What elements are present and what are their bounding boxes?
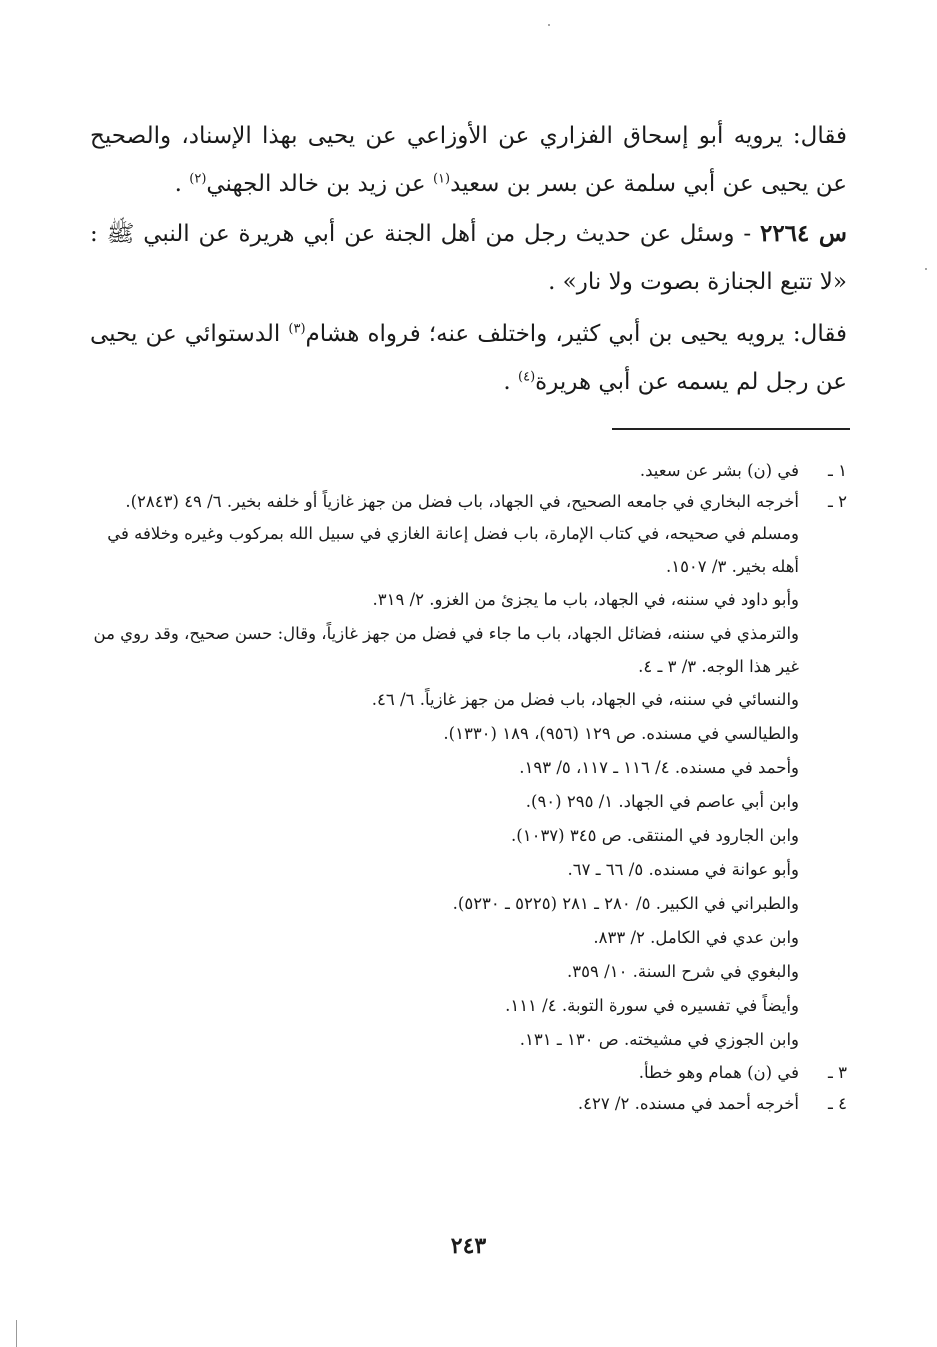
footnote-source: والنسائي في سننه، في الجهاد، باب فضل من جهز غازياً. ٦/ ٤٦. bbox=[371, 690, 799, 709]
footnote-source: والترمذي في سننه، فضائل الجهاد، باب ما جاء في فضل من جهز غازياً، وقال: حسن صحيح، وقد روي من غير هذا الوجه. ٣/ ٣ ـ ٤. bbox=[93, 624, 799, 676]
footnote-source: والطيالسي في مسنده. ص ١٢٩ (٩٥٦)، ١٨٩ (١٣٣٠). bbox=[443, 724, 799, 743]
footnote-source: وابن الجارود في المنتقى. ص ٣٤٥ (١٠٣٧). bbox=[511, 826, 799, 845]
paragraph-text: عن زيد بن خالد الجهني bbox=[206, 171, 433, 197]
paragraph-text: فقال: يرويه أبو إسحاق الفزاري عن الأوزاعي عن يحيى بهذا الإسناد، والصحيح عن يحيى عن أبي سلمة عن بسر بن سعيد bbox=[90, 123, 847, 197]
paragraph-text: فقال: يرويه يحيى بن أبي كثير، واختلف عنه؛ فرواه هشام bbox=[305, 321, 847, 347]
footnote-ref-1: (١) bbox=[432, 171, 451, 187]
footnote-text: في (ن) بشر عن سعيد. bbox=[639, 461, 799, 480]
footnote-separator bbox=[612, 428, 850, 430]
footnote-text: في (ن) همام وهو خطأ. bbox=[638, 1063, 799, 1082]
paragraph-text: . bbox=[503, 369, 518, 395]
paragraph-text: . bbox=[174, 171, 190, 197]
footnote-source: ومسلم في صحيحه، في كتاب الإمارة، باب فضل إعانة الغازي في سبيل الله بمركوب وغيره وخلافه في أهله بخير. ٣/ ١٥٠٧. bbox=[107, 524, 799, 576]
footnote-ref-4: (٤) bbox=[518, 369, 536, 385]
footnote-source: وابن الجوزي في مشيخته. ص ١٣٠ ـ ١٣١. bbox=[519, 1030, 799, 1049]
footnote-source: والطبراني في الكبير. ٥/ ٢٨٠ ـ ٢٨١ (٥٢٢٥ ـ ٥٢٣٠). bbox=[452, 894, 799, 913]
question-paragraph bbox=[90, 210, 847, 306]
page-number: ٢٤٣ bbox=[450, 1233, 487, 1259]
question-number: س ٢٢٦٤ bbox=[759, 220, 847, 247]
footnote-2 bbox=[77, 486, 847, 517]
footnote-number: ١ ـ bbox=[828, 461, 847, 480]
scan-speck bbox=[548, 24, 550, 26]
footnote-4 bbox=[77, 1088, 847, 1119]
scan-speck bbox=[925, 268, 927, 270]
footnote-number: ٣ ـ bbox=[828, 1063, 847, 1082]
answer-paragraph-2 bbox=[90, 310, 847, 406]
footnotes bbox=[77, 455, 847, 1119]
footnote-3 bbox=[77, 1057, 847, 1088]
paragraph-text: الدستوائي عن يحيى عن رجل لم يسمه عن أبي هريرة bbox=[90, 321, 847, 395]
scan-margin-line bbox=[16, 1320, 17, 1347]
footnote-source: وأبو داود في سننه، في الجهاد، باب ما يجزئ من الغزو. ٢/ ٣١٩. bbox=[372, 590, 799, 609]
question-text: - وسئل عن حديث رجل من أهل الجنة عن أبي هريرة عن النبي ﷺ : «لا تتبع الجنازة بصوت ولا نار» . bbox=[90, 221, 847, 295]
footnote-1 bbox=[77, 455, 847, 486]
footnote-text: أخرجه البخاري في جامعه الصحيح، في الجهاد، باب فضل من جهز غازياً أو خلفه بخير. ٦/ ٤٩ (٢٨٤٣). bbox=[125, 492, 799, 511]
footnote-source: وابن أبي عاصم في الجهاد. ١/ ٢٩٥ (٩٠). bbox=[525, 792, 799, 811]
footnote-number: ٢ ـ bbox=[828, 492, 847, 511]
footnote-source: وأحمد في مسنده. ٤/ ١١٦ ـ ١١٧، ٥/ ١٩٣. bbox=[519, 758, 799, 777]
footnote-ref-3: (٣) bbox=[288, 321, 306, 337]
footnote-source: وأيضاً في تفسيره في سورة التوبة. ٤/ ١١١. bbox=[505, 996, 799, 1015]
footnote-number: ٤ ـ bbox=[828, 1094, 847, 1113]
footnote-text: أخرجه أحمد في مسنده. ٢/ ٤٢٧. bbox=[577, 1094, 799, 1113]
footnote-source: والبغوي في شرح السنة. ١٠/ ٣٥٩. bbox=[567, 962, 799, 981]
footnote-source: وأبو عوانة في مسنده. ٥/ ٦٦ ـ ٦٧. bbox=[567, 860, 799, 879]
footnote-source: وابن عدي في الكامل. ٢/ ٨٣٣. bbox=[593, 928, 799, 947]
footnote-ref-2: (٢) bbox=[189, 171, 207, 187]
answer-paragraph-1 bbox=[90, 112, 847, 208]
